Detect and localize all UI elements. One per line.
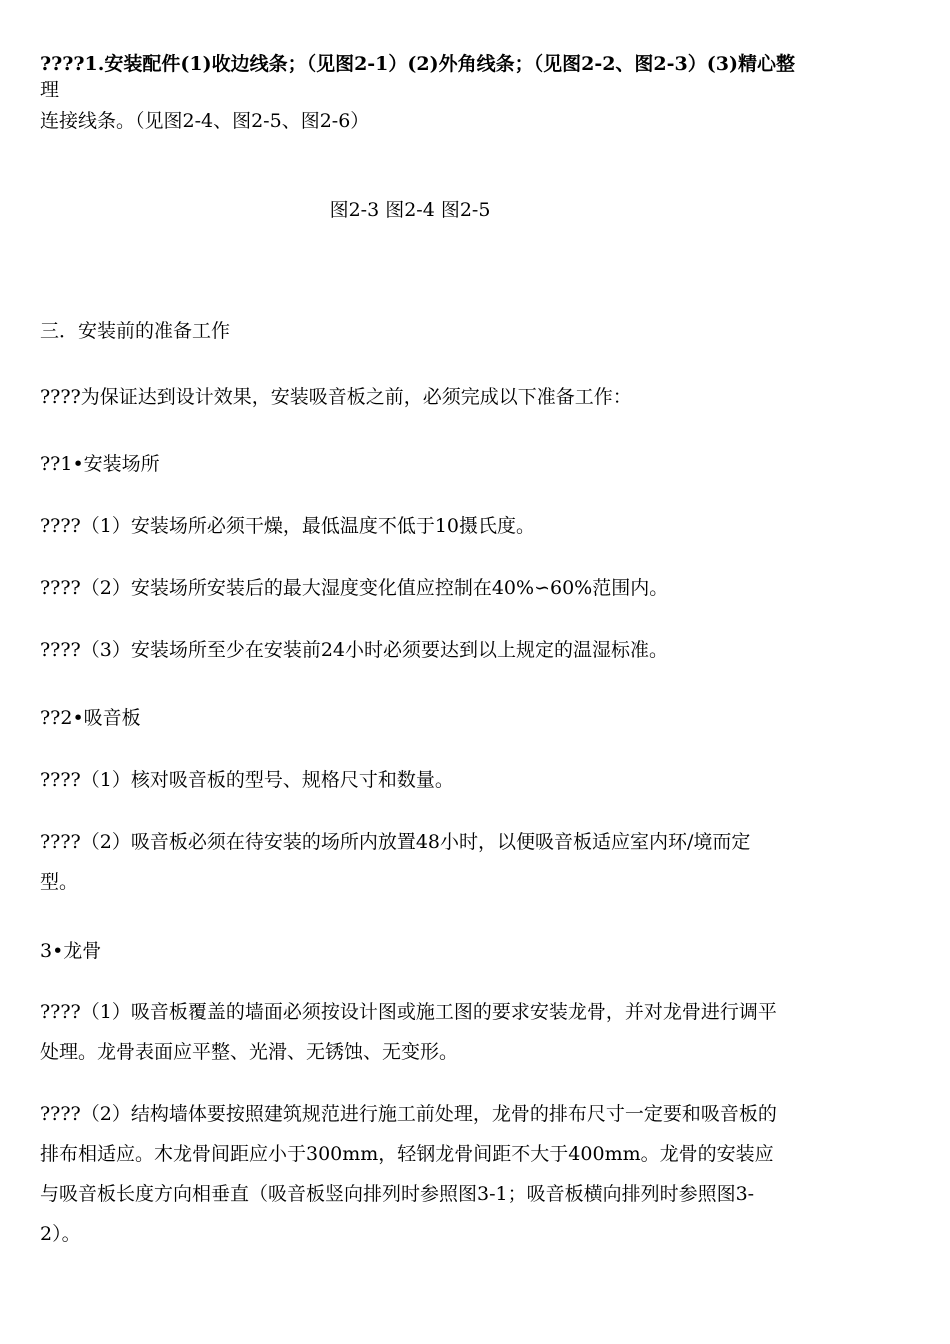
keel-item-2: ????（2）结构墙体要按照建筑规范进行施工前处理，龙骨的排布尺寸一定要和吸音板的排布相适应。木龙骨间距应小于300mm，轻钢龙骨间距不大于400mm。龙骨的安装应与吸音板长度方向相垂直（吸音板竖向排列时参照图3-1；吸音板横向排列时参照图3-2）。: [40, 1103, 777, 1245]
site-item-1: ????（1）安装场所必须干燥，最低温度不低于10摄氏度。: [40, 515, 536, 537]
intro-line-3: 连接线条。（见图2-4、图2-5、图2-6）: [40, 110, 370, 132]
subsection-title-site: ??1•安装场所: [40, 453, 160, 475]
panel-item-1: ????（1）核对吸音板的型号、规格尺寸和数量。: [40, 769, 454, 791]
figure-caption: 图2-3 图2-4 图2-5: [329, 199, 491, 221]
site-item-3: ????（3）安装场所至少在安装前24小时必须要达到以上规定的温湿标准。: [40, 639, 669, 661]
panel-item-2: ????（2）吸音板必须在待安装的场所内放置48小时，以便吸音板适应室内环/境而定型。: [40, 831, 751, 893]
section-intro: ????为保证达到设计效果，安装吸音板之前，必须完成以下准备工作：: [40, 386, 632, 408]
subsection-title-keel: 3•龙骨: [40, 940, 102, 962]
section-heading: 三．安装前的准备工作: [40, 320, 231, 342]
subsection-title-panel: ??2•吸音板: [40, 707, 141, 729]
site-item-2: ????（2）安装场所安装后的最大湿度变化值应控制在40%∽60%范围内。: [40, 577, 669, 599]
intro-line-2: 理: [40, 79, 60, 101]
keel-item-1: ????（1）吸音板覆盖的墙面必须按设计图或施工图的要求安装龙骨，并对龙骨进行调平处理。龙骨表面应平整、光滑、无锈蚀、无变形。: [40, 1001, 777, 1063]
intro-line-1: ????1.安装配件(1)收边线条；（见图2-1）(2)外角线条；（见图2-2、图2-3）(3)精心整: [40, 53, 795, 75]
